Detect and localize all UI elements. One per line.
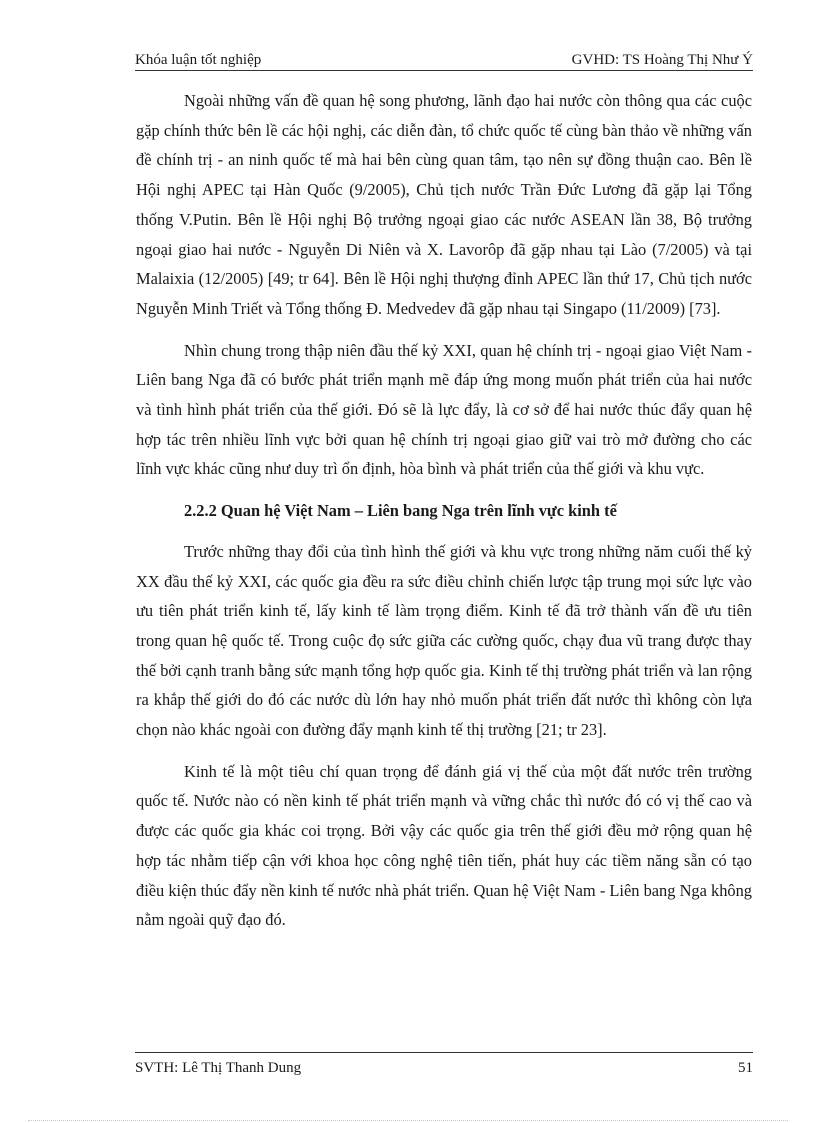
- section-heading: 2.2.2 Quan hệ Việt Nam – Liên bang Nga trên lĩnh vực kinh tế: [184, 501, 617, 521]
- header-advisor-label: GVHD: TS Hoàng Thị Như Ý: [571, 52, 753, 68]
- page-number: 51: [738, 1060, 753, 1076]
- footer-student-label: SVTH: Lê Thị Thanh Dung: [135, 1060, 302, 1076]
- paragraph: Kinh tế là một tiêu chí quan trọng để đánh giá vị thế của một đất nước trên trường quốc tế. Nước nào có nền kinh tế phát triển mạnh và vững chắc thì nước đó có vị thế cao và được các quốc gia khác coi trọng. Bởi vậy các quốc gia trên thế giới đều mở rộng quan hệ hợp tác nhằm tiếp cận với khoa học công nghệ tiên tiến, phát huy các tiềm năng sẵn có tạo điều kiện thúc đẩy nền kinh tế nước nhà phát triển. Quan hệ Việt Nam - Liên bang Nga không nằm ngoài quỹ đạo đó.: [136, 761, 752, 930]
- paragraph: Trước những thay đổi của tình hình thế giới và khu vực trong những năm cuối thế kỷ XX đầu thế kỷ XXI, các quốc gia đều ra sức điều chỉnh chiến lược tập trung mọi sức lực vào ưu tiên phát triển kinh tế, lấy kinh tế làm trọng điểm. Kinh tế đã trở thành vấn đề ưu tiên trong quan hệ quốc tế. Trong cuộc đọ sức giữa các cường quốc, chạy đua vũ trang được thay thế bởi cạnh tranh bằng sức mạnh tổng hợp quốc gia. Kinh tế thị trường phát triển và lan rộng ra khắp thế giới do đó các nước dù lớn hay nhỏ muốn phát triển đất nước thì không còn lựa chọn nào khác ngoài con đường đẩy mạnh kinh tế thị trường [21; tr 23].: [136, 541, 752, 740]
- header-thesis-label: Khóa luận tốt nghiệp: [135, 52, 262, 68]
- paragraph: Ngoài những vấn đề quan hệ song phương, lãnh đạo hai nước còn thông qua các cuộc gặp chính thức bên lề các hội nghị, các diễn đàn, tổ chức quốc tế cùng bàn thảo về những vấn đề chính trị - an ninh quốc tế mà hai bên cùng quan tâm, tạo nên sự đồng thuận cao. Bên lề Hội nghị APEC tại Hàn Quốc (9/2005), Chủ tịch nước Trần Đức Lương đã gặp lại Tổng thống V.Putin. Bên lề Hội nghị Bộ trưởng ngoại giao các nước ASEAN lần 38, Bộ trưởng ngoại giao hai nước - Nguyễn Di Niên và X. Lavorôp đã gặp nhau tại Lào (7/2005) và tại Malaixia (12/2005) [49; tr 64]. Bên lề Hội nghị thượng đỉnh APEC lần thứ 17, Chủ tịch nước Nguyễn Minh Triết và Tổng thống Đ. Medvedev đã gặp nhau tại Singapo (11/2009) [73].: [136, 91, 752, 318]
- page-boundary-divider: [28, 1120, 788, 1121]
- page-footer: [135, 1052, 753, 1076]
- page-header: [135, 52, 753, 71]
- page-content: [136, 86, 752, 947]
- paragraph: Nhìn chung trong thập niên đầu thế kỷ XXI, quan hệ chính trị - ngoại giao Việt Nam - Liên bang Nga đã có bước phát triển mạnh mẽ đáp ứng mong muốn phát triển của hai nước và tình hình phát triển của thế giới. Đó sẽ là lực đẩy, là cơ sở để hai nước thúc đẩy quan hệ hợp tác trên nhiều lĩnh vực bởi quan hệ chính trị ngoại giao giữ vai trò mở đường cho các lĩnh vực khác cũng như duy trì ổn định, hòa bình và phát triển của thế giới và khu vực.: [136, 340, 752, 479]
